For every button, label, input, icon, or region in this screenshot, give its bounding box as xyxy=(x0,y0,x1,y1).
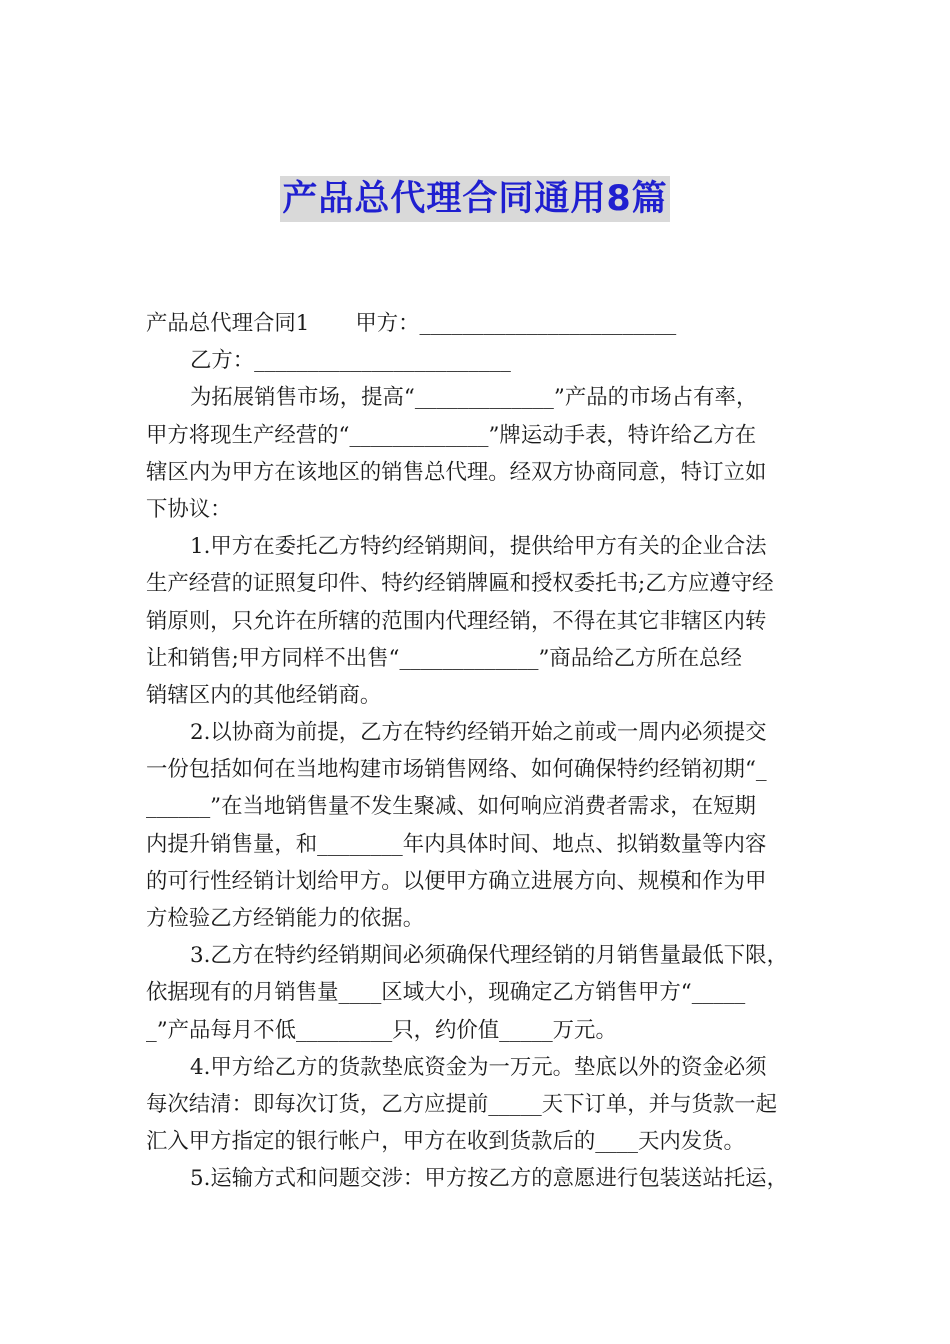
text-line: _”产品每月不低_________只，约价值_____万元。 xyxy=(146,1017,617,1043)
text-line: 依据现有的月销售量____区域大小，现确定乙方销售甲方“_____ xyxy=(146,980,746,1006)
text-line: 汇入甲方指定的银行帐户，甲方在收到货款后的____天内发货。 xyxy=(146,1129,745,1155)
text-line: ______”在当地销售量不发生聚减、如何响应消费者需求，在短期 xyxy=(146,794,756,820)
text-line xyxy=(146,305,826,342)
title-container xyxy=(0,176,950,222)
text-line: 5.运输方式和问题交涉：甲方按乙方的意愿进行包装送站托运， xyxy=(190,1166,788,1192)
text-line: 方检验乙方经销能力的依据。 xyxy=(146,906,425,931)
text-line: 2.以协商为前提，乙方在特约经销开始之前或一周内必须提交 xyxy=(190,720,767,746)
text-line: 销原则，只允许在所辖的范围内代理经销，不得在其它非辖区内转 xyxy=(146,608,767,634)
text-line: 甲方将现生产经营的“_____________”牌运动手表，特许给乙方在 xyxy=(146,422,757,448)
text-line: 生产经营的证照复印件、特约经销牌匾和授权委托书;乙方应遵守经 xyxy=(146,571,774,597)
text-line: 4.甲方给乙方的货款垫底资金为一万元。垫底以外的资金必须 xyxy=(190,1054,767,1080)
text-line: 销辖区内的其他经销商。 xyxy=(146,682,382,708)
contract-heading: 产品总代理合同1 xyxy=(146,311,310,336)
contract-body xyxy=(146,305,826,1198)
document-title: 产品总代理合同通用8篇 xyxy=(280,176,669,222)
text-line: 下协议： xyxy=(146,496,232,522)
text-line: 的可行性经销计划给甲方。以便甲方确立进展方向、规模和作为甲 xyxy=(146,868,767,894)
text-line: 每次结清：即每次订货，乙方应提前_____天下订单，并与货款一起 xyxy=(146,1091,778,1117)
text-line: 乙方：________________________ xyxy=(190,348,511,374)
text-line: 一份包括如何在当地构建市场销售网络、如何确保特约经销初期“_ xyxy=(146,757,767,783)
text-line: 内提升销售量，和________年内具体时间、地点、拟销数量等内容 xyxy=(146,831,767,857)
text-line: 让和销售;甲方同样不出售“_____________”商品给乙方所在总经 xyxy=(146,645,742,671)
party-a-field: 甲方：________________________ xyxy=(355,311,677,336)
text-line: 辖区内为甲方在该地区的销售总代理。经双方协商同意，特订立如 xyxy=(146,459,767,485)
text-line: 为拓展销售市场，提高“_____________”产品的市场占有率， xyxy=(190,385,758,411)
text-line: 1.甲方在委托乙方特约经销期间，提供给甲方有关的企业合法 xyxy=(190,534,767,560)
text-line: 3.乙方在特约经销期间必须确保代理经销的月销售量最低下限， xyxy=(190,943,788,969)
